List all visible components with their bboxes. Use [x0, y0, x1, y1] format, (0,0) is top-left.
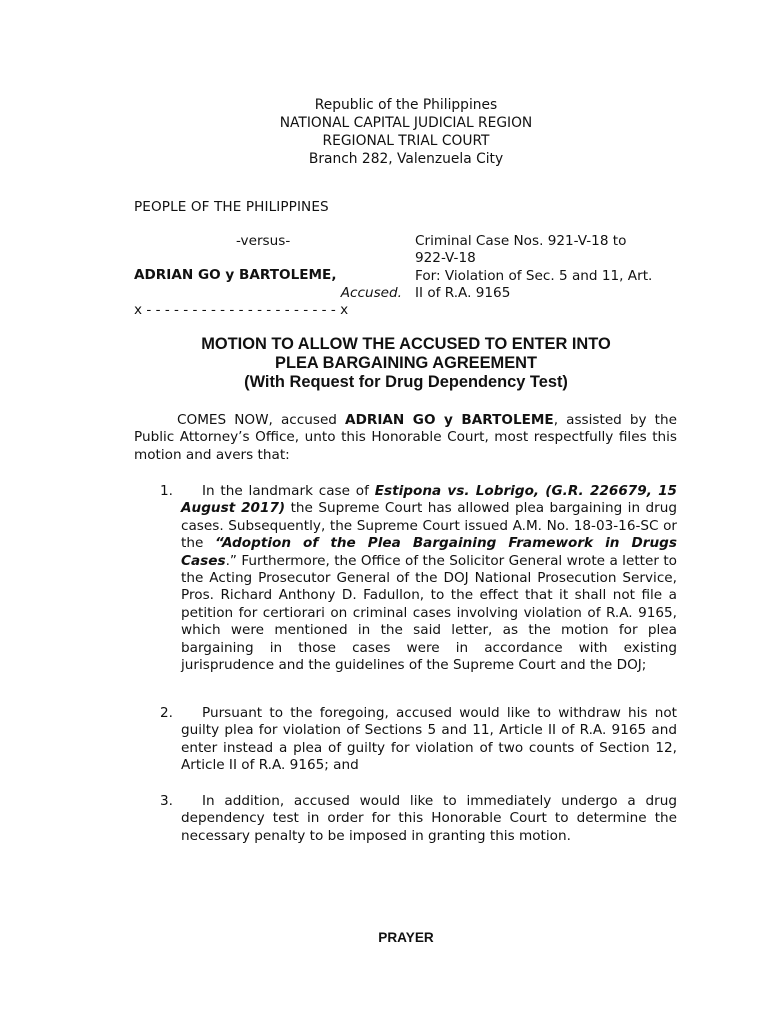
- title-line3: (With Request for Drug Dependency Test): [244, 373, 568, 391]
- header-judicial-region: NATIONAL CAPITAL JUDICIAL REGION: [279, 115, 533, 131]
- numbered-item-3: [134, 793, 677, 845]
- item-number: 3.: [160, 793, 173, 809]
- item-text: In addition, accused would like to immediately undergo a drug dependency test in order for this Honorable Court to determine the necessary penalty to be imposed in granting this motion.: [181, 793, 677, 844]
- motion-title: [0, 335, 768, 392]
- intro-accused-name: ADRIAN GO y BARTOLEME: [345, 412, 554, 428]
- plaintiff-name: PEOPLE OF THE PHILIPPINES: [134, 199, 329, 215]
- numbered-item-2: [134, 705, 677, 775]
- item-text: Pursuant to the foregoing, accused would like to withdraw his not guilty plea for violation of Sections 5 and 11, Article II of R.A. 9165 and enter instead a plea of guilty for violation of two counts of Section 12, Article II of R.A. 9165; and: [181, 705, 677, 774]
- intro-text-1: COMES NOW, accused: [177, 412, 346, 428]
- case-number-line2: 922-V-18: [415, 250, 476, 267]
- item-number: 1.: [160, 483, 173, 499]
- caption-divider: x - - - - - - - - - - - - - - - - - - - - - x: [134, 302, 349, 318]
- versus-label: -versus-: [236, 233, 291, 249]
- prayer-heading: PRAYER: [378, 930, 434, 945]
- accused-name: ADRIAN GO y BARTOLEME,: [134, 267, 337, 283]
- header-branch: Branch 282, Valenzuela City: [308, 151, 504, 167]
- header-republic: Republic of the Philippines: [314, 97, 498, 113]
- title-line1: MOTION TO ALLOW THE ACCUSED TO ENTER INTO: [201, 335, 611, 353]
- intro-text-2: , assisted by the Public Attorney’s Office, unto this Honorable Court, most respectfully files this motion and avers that:: [134, 412, 677, 463]
- header-court: REGIONAL TRIAL COURT: [322, 133, 490, 149]
- case-number-line1: Criminal Case Nos. 921-V-18 to: [415, 233, 627, 249]
- court-header: [0, 96, 768, 168]
- accused-label: Accused.: [340, 285, 402, 301]
- item-number: 2.: [160, 705, 173, 721]
- numbered-item-1: [134, 483, 677, 674]
- case-violation-line1: For: Violation of Sec. 5 and 11, Art.: [415, 267, 653, 284]
- intro-paragraph: [134, 412, 677, 464]
- framework-title: “Adoption of the Plea Bargaining Framework in Drugs Cases: [181, 535, 677, 569]
- title-line2: PLEA BARGAINING AGREEMENT: [275, 354, 537, 372]
- item-text: In the landmark case of Estipona vs. Lobrigo, (G.R. 226679, 15 August 2017) the Supreme Court has allowed plea bargaining in drug cases. Subsequently, the Supreme Court issued A.M. No. 18-03-16-SC or the “Adoption of the Plea Bargaining Framework in Drugs Cases.” Furthermore, the Office of the Solicitor General wrote a letter to the Acting Prosecutor General of the DOJ National Prosecution Service, Pros. Richard Anthony D. Fadullon, to the effect that it shall not file a petition for certiorari on criminal cases involving violation of R.A. 9165, which were mentioned in the said letter, as the motion for plea bargaining in those cases were in accordance with existing jurisprudence and the guidelines of the Supreme Court and the DOJ;: [181, 483, 677, 674]
- case-violation-line2: II of R.A. 9165: [415, 285, 511, 302]
- case-info: [415, 233, 677, 303]
- case-citation: Estipona vs. Lobrigo, (G.R. 226679, 15 August 2017): [181, 483, 677, 517]
